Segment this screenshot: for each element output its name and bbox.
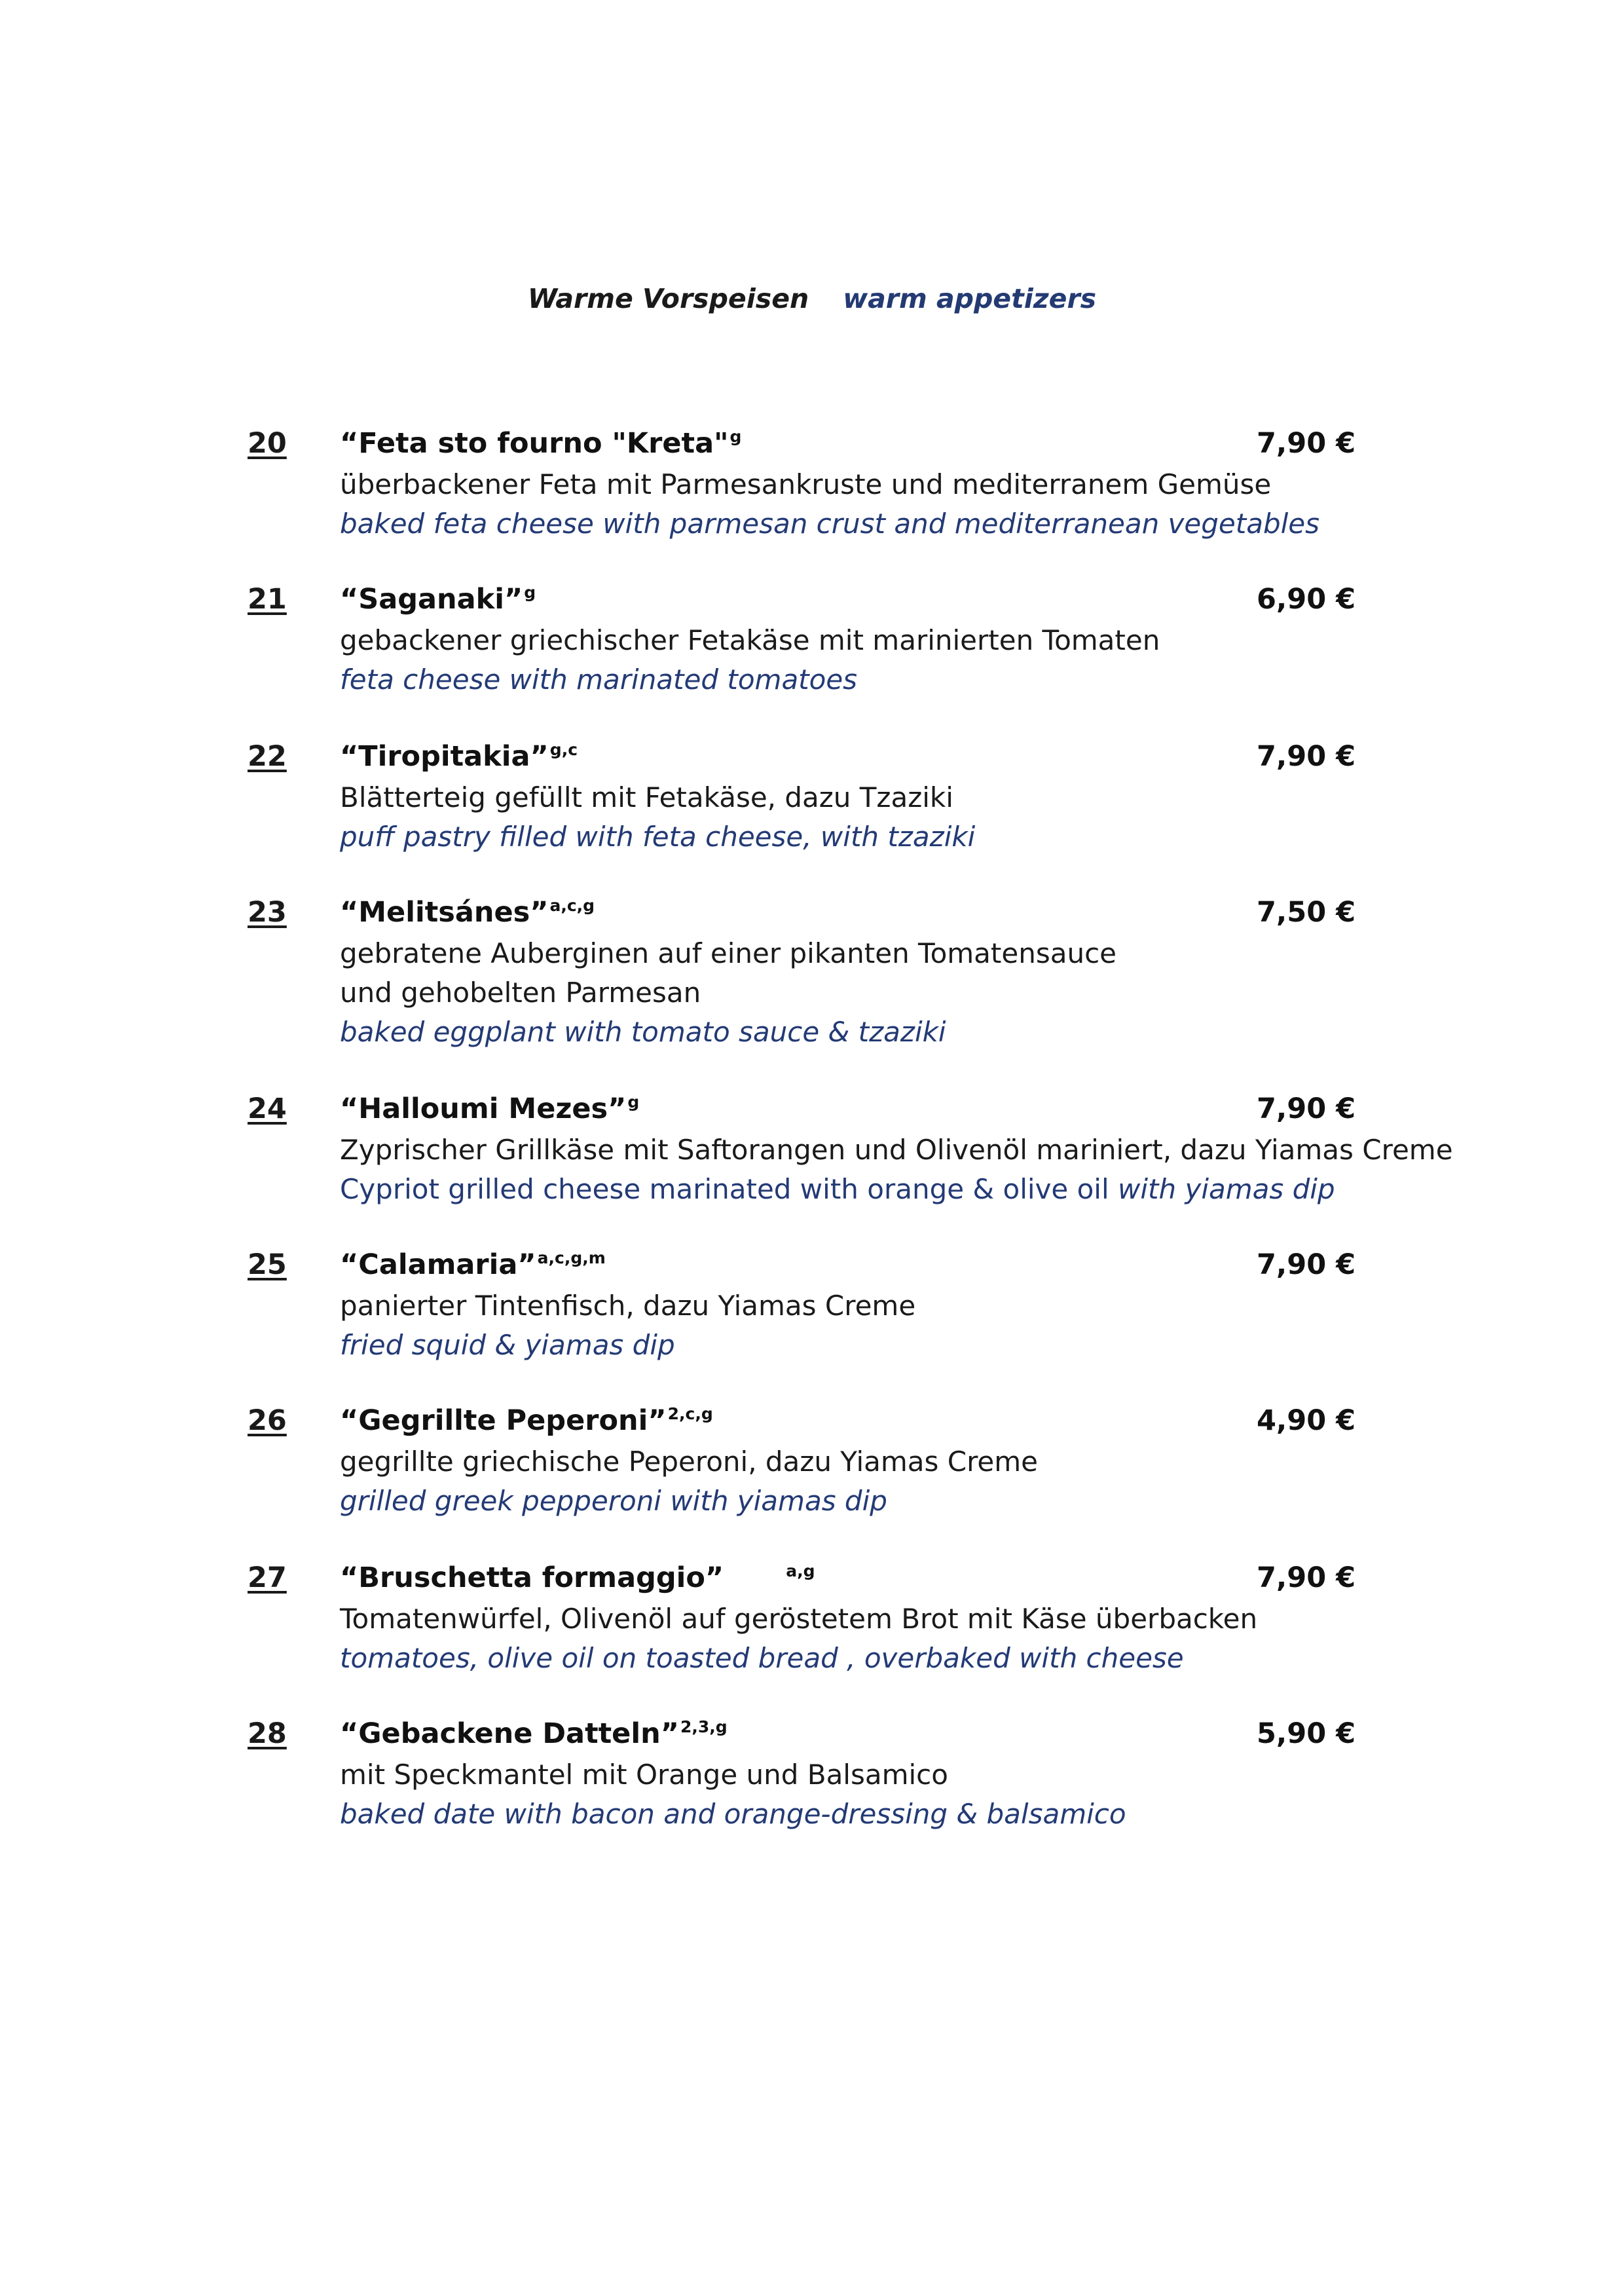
item-description-de: gebackener griechischer Fetakäse mit marinierten Tomaten [340,624,1160,656]
section-header [0,283,1624,314]
item-description-en-plain: Cypriot grilled cheese marinated with orange & olive oil [340,1173,1118,1205]
item-allergens: a,g [786,1561,815,1580]
item-description-de: panierter Tintenfisch, dazu Yiamas Creme [340,1290,916,1322]
section-title-de: Warme Vorspeisen [527,283,809,314]
item-description-de: mit Speckmantel mit Orange und Balsamico [340,1759,948,1791]
item-description-en-italic: with yiamas dip [1118,1173,1335,1205]
item-name: “Melitsánes”$^{a,c,g}$ [340,896,595,929]
item-number: 27 [248,1561,287,1594]
item-description-en: puff pastry filled with feta cheese, with tzaziki [340,821,976,853]
item-name: “Gegrillte Peperoni”$^{2,c,g}$ [340,1404,713,1437]
item-number: 20 [248,427,287,460]
item-allergens: g,c [549,740,578,759]
item-allergens: g [729,427,742,446]
item-number: 23 [248,896,287,929]
section-title-en: warm appetizers [843,283,1097,314]
item-price: 5,90 € [1257,1717,1356,1750]
item-price: 7,90 € [1257,1092,1356,1125]
item-description-en: baked date with bacon and orange-dressing & balsamico [340,1798,1126,1830]
item-description-de: Tomatenwürfel, Olivenöl auf geröstetem Brot mit Käse überbacken [340,1603,1258,1635]
item-allergens: g [524,583,536,602]
item-price: 7,50 € [1257,896,1356,929]
item-name: “Saganaki”$^g$ [340,583,536,616]
item-allergens: a,c,g,m [537,1248,606,1267]
item-number: 21 [248,583,287,616]
item-name: “Tiropitakia”$^{g,c}$ [340,740,578,773]
item-description-en: tomatoes, olive oil on toasted bread , overbaked with cheese [340,1642,1184,1674]
item-description-de-line2: und gehobelten Parmesan [340,977,701,1009]
item-description-de: Blätterteig gefüllt mit Fetakäse, dazu Tzaziki [340,781,953,813]
item-description-en: baked feta cheese with parmesan crust and mediterranean vegetables [340,508,1320,540]
item-name: “Calamaria”$^{a,c,g,m}$ [340,1248,606,1281]
item-name: “Feta sto fourno "Kreta"$^g$ [340,427,742,460]
item-description-de: überbackener Feta mit Parmesankruste und mediterranem Gemüse [340,468,1272,500]
item-number: 28 [248,1717,287,1750]
item-price: 7,90 € [1257,1561,1356,1594]
item-allergens: a,c,g [549,896,595,915]
item-description-en: baked eggplant with tomato sauce & tzaziki [340,1016,946,1048]
item-price: 7,90 € [1257,1248,1356,1281]
item-number: 25 [248,1248,287,1281]
item-description-de: gegrillte griechische Peperoni, dazu Yiamas Creme [340,1446,1039,1478]
item-allergens: 2,3,g [680,1717,728,1736]
item-price: 7,90 € [1257,427,1356,460]
item-description-en: fried squid & yiamas dip [340,1329,675,1361]
item-description-en: grilled greek pepperoni with yiamas dip [340,1485,887,1517]
item-name: “Gebackene Datteln”$^{2,3,g}$ [340,1717,728,1750]
item-price: 4,90 € [1257,1404,1356,1437]
item-description-de: Zyprischer Grillkäse mit Saftorangen und Olivenöl mariniert, dazu Yiamas Creme [340,1134,1453,1166]
item-allergens: g [627,1092,640,1111]
item-number: 26 [248,1404,287,1437]
item-name: “Bruschetta formaggio” $^{a,g}$ [340,1561,815,1594]
item-price: 7,90 € [1257,740,1356,773]
item-number: 22 [248,740,287,773]
item-allergens: 2,c,g [667,1404,713,1423]
item-name: “Halloumi Mezes”$^g$ [340,1092,640,1125]
item-description-en: feta cheese with marinated tomatoes [340,663,858,696]
item-description-de: gebratene Auberginen auf einer pikanten Tomatensauce [340,937,1117,969]
item-price: 6,90 € [1257,583,1356,616]
item-number: 24 [248,1092,287,1125]
item-description-en [340,1170,1335,1209]
